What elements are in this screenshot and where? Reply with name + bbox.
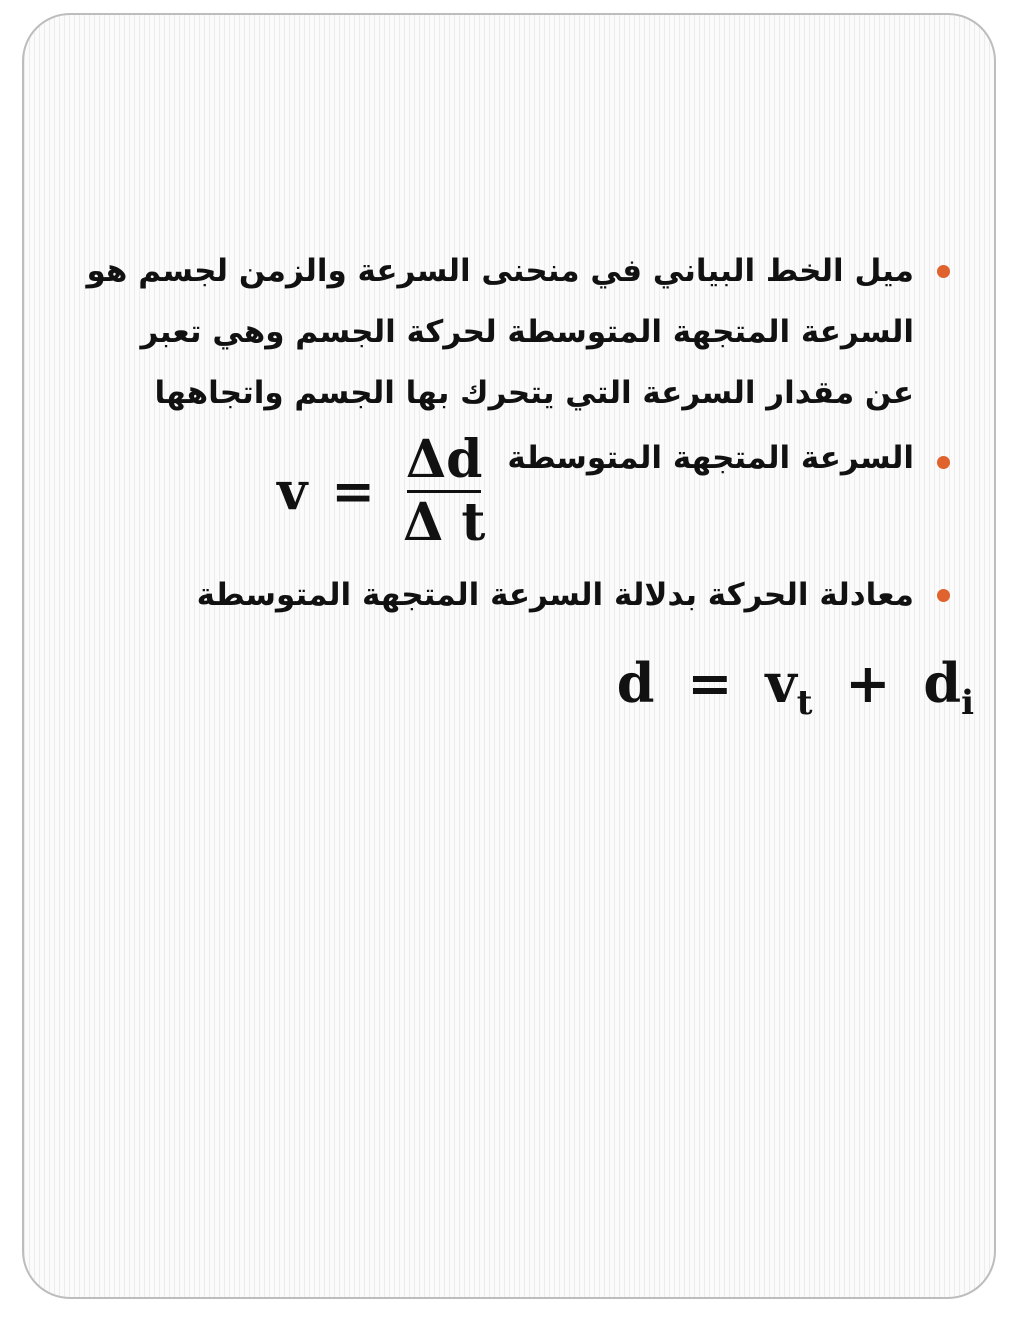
formula2-term2-subscript: i — [961, 683, 974, 723]
bullet-dot-icon — [937, 589, 950, 602]
bullet-dot-icon — [937, 456, 950, 469]
formula2-plus: + — [845, 651, 891, 715]
average-velocity-formula — [277, 430, 489, 553]
formula2-term1: v — [765, 651, 797, 715]
formula-equals: = — [331, 460, 375, 522]
formula-lhs: v — [277, 460, 308, 522]
formula2-lhs: d — [616, 651, 655, 715]
formula2-term-initial-distance — [923, 651, 974, 723]
slide-content — [84, 241, 974, 723]
formula2-term1-subscript: t — [796, 683, 813, 723]
bullet-item-slope-definition — [84, 241, 944, 424]
bullet-dot-icon — [937, 265, 950, 278]
bullet-text: معادلة الحركة بدلالة السرعة المتجهة المتوسطة — [196, 577, 914, 613]
fraction-numerator: Δd — [405, 429, 483, 490]
formula2-equals: = — [687, 651, 733, 715]
fraction-denominator: Δ t — [402, 492, 486, 553]
bullet-text: ميل الخط البياني في منحنى السرعة والزمن لجسم هو السرعة المتجهة المتوسطة لحركة الجسم وهي تعبر عن مقدار السرعة التي يتحرك بها الجسم واتجاهها — [86, 253, 914, 411]
motion-equation-formula — [84, 651, 974, 723]
formula2-term2: d — [923, 651, 962, 715]
bullet-row — [84, 430, 914, 553]
formula-fraction — [399, 430, 489, 553]
bullet-item-average-velocity — [84, 430, 944, 553]
formula2-term-velocity — [765, 651, 813, 723]
slide-frame — [22, 13, 996, 1299]
bullet-text: السرعة المتجهة المتوسطة — [507, 440, 914, 476]
bullet-item-motion-equation — [84, 565, 944, 626]
